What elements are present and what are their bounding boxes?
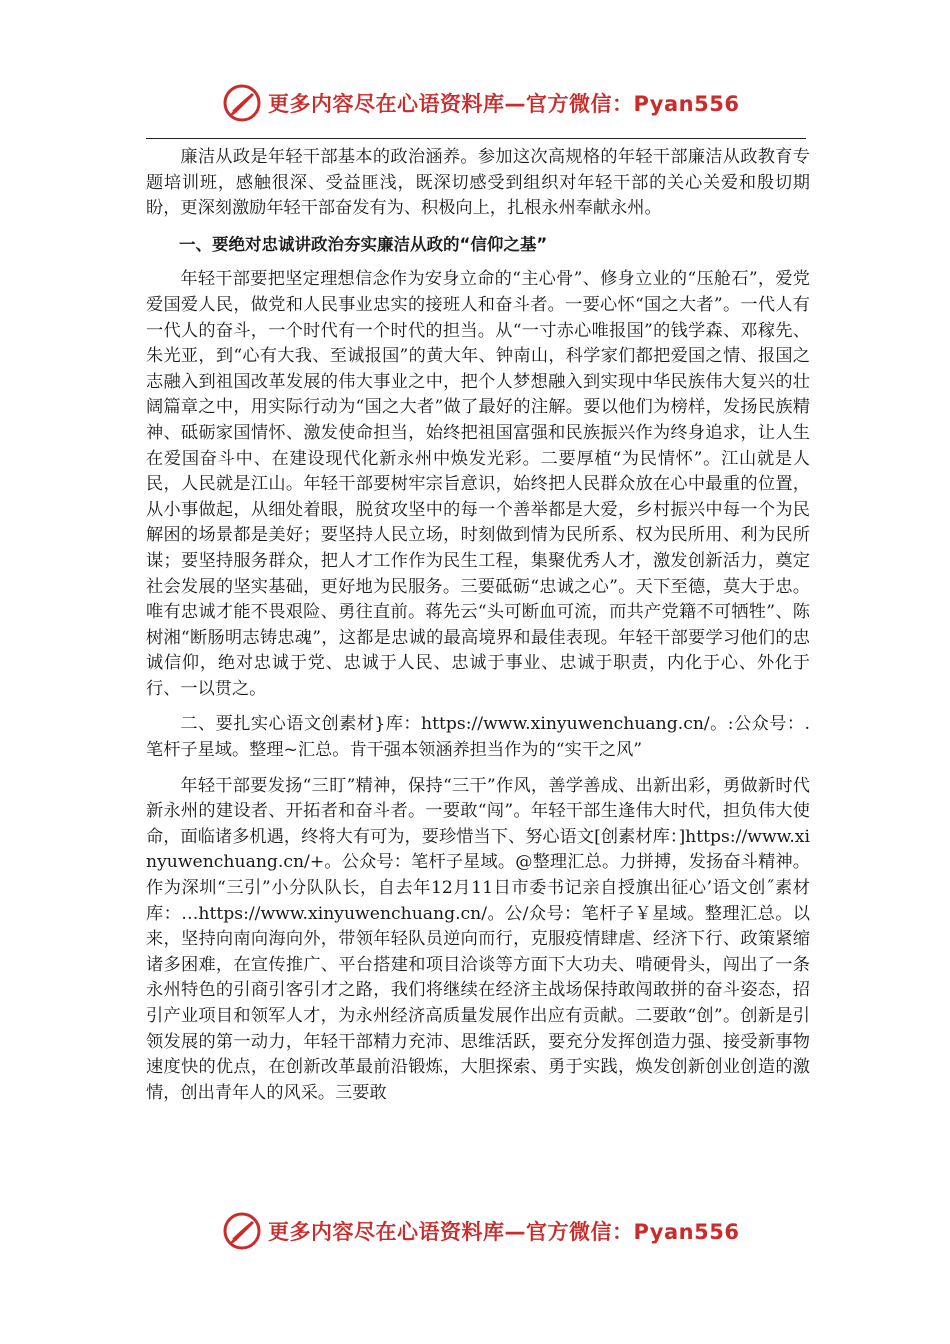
document-body [146,145,810,1116]
section-2-paragraph: 年轻干部要发扬“三盯”精神，保持“三干”作风，善学善成、出新出彩，勇做新时代新永州的建设者、开拓者和奋斗者。一要敢“闯”。年轻干部生逢伟大时代，担负伟大使命，面临诸多机遇，终将大有可为，要珍惜当下、努心语文[创素材库：]https://www.xinyuwenchuang.cn/+。公众号：笔杆子星域。@整理汇总。力拼搏，发扬奋斗精神。作为深圳“三引”小分队队长，自去年12月11日市委书记亲自授旗出征心’语文创˝素材库：…https://www.xinyuwenchuang.cn/。公/众号：笔杆子￥星域。整理汇总。以来，坚持向南向海向外，带领年轻队员逆向而行，克服疫情肆虐、经济下行、政策紧缩诸多困难，在宣传推广、平台搭建和项目洽谈等方面下大功夫、啃硬骨头，闯出了一条永州特色的引商引客引才之路，我们将继续在经济主战场保持敢闯敢拼的奋斗姿态，招引产业项目和领军人才，为永州经济高质量发展作出应有贡献。二要敢“创”。创新是引领发展的第一动力，年轻干部精力充沛、思维活跃，要充分发挥创造力强、接受新事物速度快的优点，在创新改革最前沿锻炼，大胆探索、勇于实践，焕发创新创业创造的激情，创出青年人的风采。三要敢 [146,775,810,1103]
header-banner [0,78,950,128]
section-heading-1: 一、要绝对忠诚讲政治夯实廉洁从政的“信仰之基” [179,234,548,254]
footer-banner-text: 更多内容尽在心语资料库—官方微信：Pyan556 [268,1220,740,1244]
brush-logo-icon [222,1211,262,1251]
section-heading-2: 二、要扎实心语文创素材}库：https://www.xinyuwenchuang.cn/。:公众号：.笔杆子星域。整理~汇总。肯干强本领涵养担当作为的“实干之风” [146,714,810,761]
footer-banner [0,1206,950,1256]
section-1-paragraph: 年轻干部要把坚定理想信念作为安身立命的“主心骨”、修身立业的“压舱石”，爱党爱国爱人民，做党和人民事业忠实的接班人和奋斗者。一要心怀“国之大者”。一代人有一代人的奋斗，一个时代有一个时代的担当。从“一寸赤心唯报国”的钱学森、邓稼先、朱光亚，到“心有大我、至诚报国”的黄大年、钟南山，科学家们都把爱国之情、报国之志融入到祖国改革发展的伟大事业之中，把个人梦想融入到实现中华民族伟大复兴的壮阔篇章之中，用实际行动为“国之大者”做了最好的注解。要以他们为榜样，发扬民族精神、砥砺家国情怀、激发使命担当，始终把祖国富强和民族振兴作为终身追求，让人生在爱国奋斗中、在建设现代化新永州中焕发光彩。二要厚植“为民情怀”。江山就是人民，人民就是江山。年轻干部要树牢宗旨意识，始终把人民群众放在心中最重的位置，从小事做起，从细处着眼，脱贫攻坚中的每一个善举都是大爱，乡村振兴中每一个为民解困的场景都是美好；要坚持人民立场，时刻做到情为民所系、权为民所用、利为民所谋；要坚持服务群众，把人才工作作为民生工程，集聚优秀人才，激发创新活力，奠定社会发展的坚实基础，更好地为民服务。三要砥砺“忠诚之心”。天下至德，莫大于忠。唯有忠诚才能不畏艰险、勇往直前。蒋先云“头可断血可流，而共产党籍不可牺牲”、陈树湘“断肠明志铸忠魂”，这都是忠诚的最高境界和最佳表现。年轻干部要学习他们的忠诚信仰，绝对忠诚于党、忠诚于人民、忠诚于事业、忠诚于职责，内化于心、外化于行、一以贯之。 [146,269,810,699]
brush-logo-icon [222,83,262,123]
header-divider [146,138,806,139]
intro-paragraph: 廉洁从政是年轻干部基本的政治涵养。参加这次高规格的年轻干部廉洁从政教育专题培训班，感触很深、受益匪浅，既深切感受到组织对年轻干部的关心关爱和殷切期盼，更深刻激励年轻干部奋发有为、积极向上，扎根永州奉献永州。 [146,147,810,219]
header-banner-text: 更多内容尽在心语资料库—官方微信：Pyan556 [268,92,740,116]
